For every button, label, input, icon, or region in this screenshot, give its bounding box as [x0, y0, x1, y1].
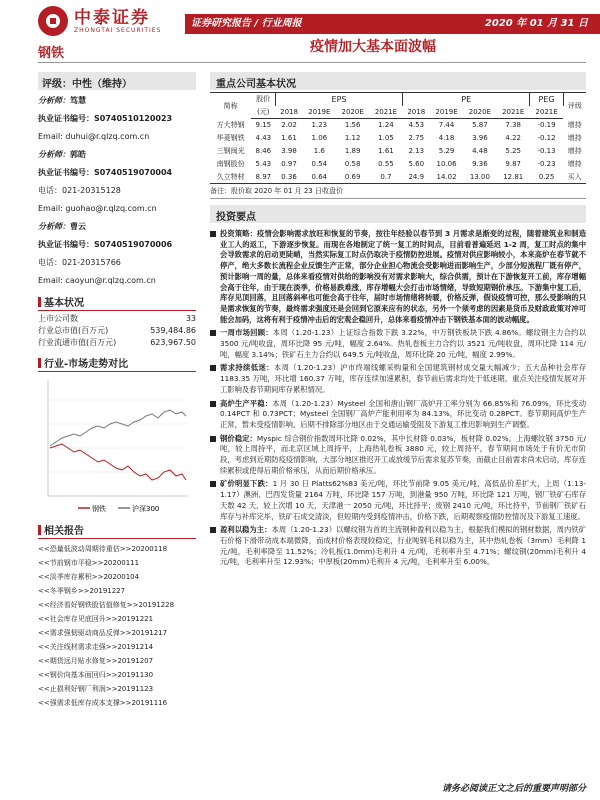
key-point: [210, 363, 586, 395]
pe-cell: 5.25: [505, 147, 521, 155]
legend-csi300: 沪深300: [132, 505, 160, 513]
basic-info-key: 上市公司数: [38, 314, 78, 323]
analyst-name: 郭皓: [70, 150, 86, 159]
analyst-label: 分析师：: [38, 96, 70, 105]
price-cell: 8.97: [251, 171, 275, 184]
table-row: [210, 132, 586, 145]
related-report-link[interactable]: <<期货远月贴水修复>>20191207: [38, 657, 154, 665]
year-header: 2021E: [530, 106, 563, 119]
eps-cell: 0.69: [336, 171, 369, 184]
eps-cell: 1.89: [344, 147, 361, 155]
related-report-link[interactable]: <<恐量低波动周期待重估>>20200118: [38, 545, 168, 553]
col-name-header: 简称: [210, 93, 251, 119]
related-report-link[interactable]: <<经济看好钢铁股估值修复>>20191228: [38, 601, 175, 609]
pe-cell: 4.22: [505, 134, 521, 142]
related-report-link[interactable]: <<冬季钢乡>>20191227: [38, 587, 126, 595]
page-title: 疫情加大基本面波幅: [310, 39, 436, 55]
pe-cell: 5.60: [408, 160, 425, 168]
basic-info-value: 33: [185, 314, 196, 323]
bullet-icon: [210, 481, 216, 487]
pe-cell: 3.96: [472, 134, 488, 142]
report-type: 证券研究报告 / 行业周报: [191, 18, 302, 29]
table-row: [210, 171, 586, 184]
pe-cell: 5.29: [438, 147, 455, 155]
eps-cell: 1.23: [311, 121, 328, 130]
key-point-lead: 需求持续低迷：: [220, 363, 274, 373]
pe-cell: 10.06: [436, 160, 457, 168]
analyst-name: 笃慧: [70, 96, 86, 105]
analyst-cert: 执业证书编号：S0740519070006: [38, 240, 173, 249]
key-point: [210, 399, 586, 431]
related-report-link[interactable]: <<节前钢市平稳>>20200111: [38, 559, 140, 567]
report-type-bar: [185, 14, 600, 34]
eps-cell: 0.54: [311, 160, 328, 168]
basic-info-row: [38, 337, 196, 349]
eps-cell: 1.61: [378, 147, 394, 155]
trend-chart-svg: [38, 376, 196, 516]
analyst-email[interactable]: Email: guohao@r.qlzq.com.cn: [38, 204, 157, 213]
basic-info-key: 行业流通市值(百万元): [38, 338, 117, 347]
related-report-link[interactable]: <<钢价向基本面回归>>20191130: [38, 671, 154, 679]
company-name: 久立特材: [210, 171, 251, 184]
related-report-link[interactable]: <<强需求低库存成本支撑>>20191116: [38, 699, 168, 707]
eps-cell: 1.05: [378, 134, 394, 142]
year-header: 2021E: [497, 106, 530, 119]
col-price-header: 股价: [251, 93, 275, 106]
key-point: [210, 479, 586, 522]
eps-cell: 0.7: [369, 171, 402, 184]
key-point: [210, 434, 586, 477]
peg-cell: -0.12: [537, 134, 556, 142]
table-row: [210, 158, 586, 171]
peg-cell: -0.19: [537, 121, 556, 130]
eps-cell: 1.61: [281, 134, 297, 142]
table-header-row: [210, 93, 586, 106]
analyst-name: 曹云: [70, 222, 86, 231]
company-name: 方大特钢: [216, 121, 245, 129]
basic-info-value: 623,967.50: [150, 338, 196, 347]
basic-info-list: [38, 313, 196, 349]
key-point-lead: 矿价明显下跌：: [220, 479, 273, 489]
main-content: [210, 72, 586, 571]
peg-cell: 0.25: [530, 171, 563, 184]
pe-cell: 7.44: [438, 121, 455, 130]
year-header: 2019E: [430, 106, 463, 119]
key-point-lead: 高炉生产平稳：: [220, 398, 273, 408]
year-header: 2019E: [303, 106, 336, 119]
basic-info-row: [38, 313, 196, 325]
rating-cell: 买入: [563, 171, 586, 184]
key-point: [210, 525, 586, 568]
left-sidebar: [38, 72, 196, 710]
analyst-block: [38, 92, 196, 290]
basic-info-key: 行业总市值(百万元): [38, 326, 109, 335]
analyst-phone: 电话：021-20315128: [38, 186, 121, 195]
year-header: 2018: [275, 106, 302, 119]
related-report-link[interactable]: <<关注线材需求走强>>20191214: [38, 643, 154, 651]
rating-cell: 增持: [567, 121, 582, 129]
col-pe-header: PE: [403, 93, 530, 106]
bullet-icon: [210, 231, 216, 237]
table-note: 备注：股价取 2020 年 01 月 23 日收盘价: [210, 186, 586, 199]
pe-cell: 12.81: [497, 171, 530, 184]
analyst-email[interactable]: Email: caoyun@r.qlzq.com.cn: [38, 276, 156, 285]
table-header-row: [210, 106, 586, 119]
bullet-icon: [210, 365, 216, 371]
key-points-title: 投资要点: [210, 205, 586, 223]
company-name: 南钢股份: [216, 160, 245, 168]
rating-cell: 增持: [567, 147, 582, 155]
related-report-link[interactable]: <<社会库存见底回升>>20191221: [38, 615, 154, 623]
analyst-cert: 执业证书编号：S0740510120023: [38, 114, 173, 123]
related-report-link[interactable]: <<需求强韧驱动商品反弹>>20191217: [38, 629, 168, 637]
eps-cell: 0.64: [303, 171, 336, 184]
analyst-cert: 执业证书编号：S0740519070004: [38, 168, 173, 177]
pe-cell: 7.38: [505, 121, 521, 130]
pe-cell: 9.87: [505, 160, 521, 168]
pe-cell: 4.48: [472, 147, 488, 155]
eps-cell: 0.97: [281, 160, 297, 168]
key-point-text: 本周（1.20-1.23）以螺纹钢为首的主流钢种盈利以稳为主，根据我们模拟的钢材数据，周内铁矿石价格下滑带动成本端微降，而成材价格表现较稳定，行业吨钢毛利以稳为主，其中热轧卷板（3mm）毛利降 1 元/吨，毛利率降至 11.52%；冷轧板(1.0mm)毛利升 4 元/吨，毛利率升至 4.71%；螺纹钢(20mm)毛利升 4 元/吨，毛利率升至 12.93%；中厚板(20mm)毛利升 4 元/吨，毛利率升至 6.00%。: [220, 525, 587, 567]
trend-chart: [38, 376, 196, 516]
price-cell: 8.46: [255, 147, 272, 155]
key-point: [210, 328, 586, 360]
rating-cell: 增持: [567, 134, 582, 142]
year-header: 2021E: [369, 106, 402, 119]
related-report-link[interactable]: <<止损利好钢厂利润>>20191123: [38, 685, 154, 693]
eps-cell: 0.55: [378, 160, 394, 168]
basic-info-row: [38, 325, 196, 337]
table-row: [210, 119, 586, 132]
header-divider: [38, 62, 586, 63]
pe-cell: 2.75: [408, 134, 425, 142]
price-cell: 4.43: [255, 134, 272, 142]
company-table: [210, 92, 586, 184]
price-cell: 9.15: [255, 121, 272, 130]
analyst-label: 分析师：: [38, 150, 70, 159]
key-point-text: 本周（1.20-1.23）沪市终端线螺采购量和全国建筑钢材成交量大幅减少；五大品种社会库存 1183.35 万吨，环比增 160.37 万吨，库存连续加速累积，春节前后需求均处于低迷期，重点关注疫情发展对开工影响及春节期间库存累积情况。: [220, 363, 587, 394]
pe-cell: 2.13: [408, 147, 425, 155]
bullet-icon: [210, 436, 216, 442]
eps-cell: 2.02: [281, 121, 297, 130]
col-price-unit: (元): [251, 106, 275, 119]
key-point-lead: 一周市场回顾：: [220, 328, 273, 338]
pe-cell: 13.00: [463, 171, 496, 184]
eps-cell: 3.98: [281, 147, 297, 155]
rating-box: 评级：中性（维持）: [38, 72, 196, 90]
bullet-icon: [210, 330, 216, 336]
legend-steel: 钢铁: [92, 505, 106, 513]
pe-cell: 9.36: [472, 160, 488, 168]
basic-info-title: 基本状况: [38, 294, 196, 311]
year-header: 2020E: [463, 106, 496, 119]
company-name: 三钢闽光: [216, 147, 245, 155]
key-point-text: 1 月 30 日 Platts62%83 美元/吨，环比节前降 9.05 美元/吨，高低品价差扩大，上周（1.13-1.17）澳洲、巴西发货量 2164 万吨，环比降 157 万吨，到港量 950 万吨，环比降 121 万吨，钢厂铁矿石库存天数 42 天，较上次增 10 天，天津港一 2050 元/吨，环比持平；废钢 2410 元/吨，环比持平，节前钢厂铁矿石库存与补库完毕，铁矿石成交清淡，但短期内受到疫情冲击，价格下跌，后期观察疫情防控情况及下游复工速度。: [220, 479, 586, 521]
eps-cell: 1.06: [311, 134, 328, 142]
table-row: [210, 145, 586, 158]
related-reports-title: 相关报告: [38, 522, 196, 539]
eps-cell: 1.24: [378, 121, 394, 130]
company-table-title: 重点公司基本状况: [210, 72, 586, 90]
col-peg-header: PEG: [530, 93, 563, 106]
analyst-email[interactable]: Email: duhui@r.qlzq.com.cn: [38, 132, 150, 141]
csi300-line: [50, 410, 186, 446]
pe-cell: 4.53: [408, 121, 425, 130]
key-point-text: 投资策略：疫情会影响需求放旺和恢复的节奏，按往年经验以春节到 3 月需求是渐变的过程，随着建筑业和制造业工人的返工，下游逐步恢复。而现在各地制定了统一复工的时间点，目前看普遍延迟 1-2 周，复工时点的集中会导致需求的启动更陡峭，当然实际复工时点仍取决于疫情防控进展。疫情对供应影响较小，本来高炉在春节就不停产，绝大多数长流程企业反馈生产正常，部分企业担心物流会受影响进而影响生产，少部分短流程厂既有停产，预计影响一周的量，总体来看疫情对供给的影响没有对需求影响大，综合供需，预计在下游恢复开工前，库存增幅会高于往年，由于现在淡季，价格易跌难涨，库存增幅大会打击市场情绪，导致短期钢价承压。下游集中复工后，库存见顶回落，且回落斜率也可能会高于往年，届时市场情绪将转暖，价格反弹，假设疫情可控，那么受影响的只是需求恢复的节奏，最终需求强度还是会回到它原来应有的状态，另外一个须考虑的因素是货币及财政政策对冲可能会加码，这将有利于疫情冲击后的宏观企稳回升，总体来看疫情冲击下钢铁基本面的波动幅度。: [220, 229, 586, 324]
eps-cell: 1.6: [313, 147, 325, 155]
sector-label: 钢铁: [38, 46, 65, 61]
key-point-text: 本周（1.20-1.23）上证综合指数下跌 3.22%，中万钢铁板块下跌 4.86%。螺纹钢主力合约以 3500 元/吨收盘，周环比降 95 元/吨，幅度 2.64%。热轧卷板主力合约以 3521 元/吨收盘，周环比降 114 元/吨，幅度 3.14%；铁矿石主力合约以 649.5 元/吨收盘，周环比降 20 元/吨，幅度 2.99%。: [220, 328, 587, 359]
key-point: [210, 229, 586, 325]
eps-cell: 0.58: [344, 160, 361, 168]
steel-line: [50, 444, 186, 480]
year-header: 2018: [403, 106, 430, 119]
analyst-label: 分析师：: [38, 222, 70, 231]
pe-cell: 24.9: [403, 171, 430, 184]
col-eps-header: EPS: [275, 93, 402, 106]
report-header: [0, 0, 600, 60]
bullet-icon: [210, 527, 216, 533]
zhongtai-logo-icon: [38, 6, 68, 36]
company-name: 华菱钢铁: [216, 134, 245, 142]
bullet-icon: [210, 401, 216, 407]
eps-cell: 1.12: [344, 134, 361, 142]
key-point-text: Myspic 综合钢价指数周环比降 0.02%，其中长材降 0.03%，板材降 0.02%。上海螺纹钢 3750 元/吨，较上周持平，而北京区域上周持平，上海热轧卷板 3880 元，较上周持平，春节期间市场处于有价无市阶段，考虑到近期防疫疫情影响，大部分地区推迟开工或放缓节后需求复苏节奏，而截止目前需求尚未启动，库存连续累积或使得后期价格承压，从而后期价格承压。: [220, 433, 586, 475]
year-header: 2020E: [336, 106, 369, 119]
pe-cell: 5.87: [472, 121, 488, 130]
brand-logo: [38, 6, 161, 36]
related-reports-list: [38, 542, 196, 710]
chart-legend: [78, 504, 159, 513]
brand-name-cn: 中泰证券: [74, 7, 150, 28]
related-report-link[interactable]: <<淡季库存累积>>20200104: [38, 573, 140, 581]
peg-cell: -0.13: [537, 147, 556, 155]
price-cell: 5.43: [255, 160, 272, 168]
key-point-lead: 盈利以稳为主：: [220, 525, 272, 535]
report-date: 2020 年 01 月 31 日: [484, 18, 588, 29]
footer-disclaimer: 请务必阅读正文之后的重要声明部分: [441, 784, 586, 794]
key-point-text: 本周（1.20-1.23）Mysteel 全国和唐山钢厂高炉开工率分别为 66.85%和 76.09%，环比变动 0.14PCT 和 0.73PCT；Mysteel 全国钢厂高炉产能利用率为 84.13%，环比变动 0.28PCT。春节期间高炉生产正常，暂未受疫情影响，后期不排除部分地区由于交通运输受阻及下游复工推迟影响到生产调整。: [220, 398, 587, 429]
eps-cell: 0.36: [275, 171, 302, 184]
company-table-body: [210, 119, 586, 184]
brand-name-en: ZHONGTAI SECURITIES: [74, 26, 162, 34]
analyst-phone: 电话：021-20315766: [38, 258, 121, 267]
key-points-list: [210, 229, 586, 568]
eps-cell: 1.56: [344, 121, 361, 130]
basic-info-value: 539,484.86: [150, 326, 196, 335]
peg-cell: -0.23: [537, 160, 556, 168]
col-rating-header: 评级: [563, 93, 586, 119]
trend-chart-title: 行业-市场走势对比: [38, 355, 196, 372]
key-point-lead: 钢价稳定：: [220, 433, 257, 443]
pe-cell: 4.18: [438, 134, 455, 142]
rating-cell: 增持: [567, 160, 582, 168]
pe-cell: 14.02: [430, 171, 463, 184]
